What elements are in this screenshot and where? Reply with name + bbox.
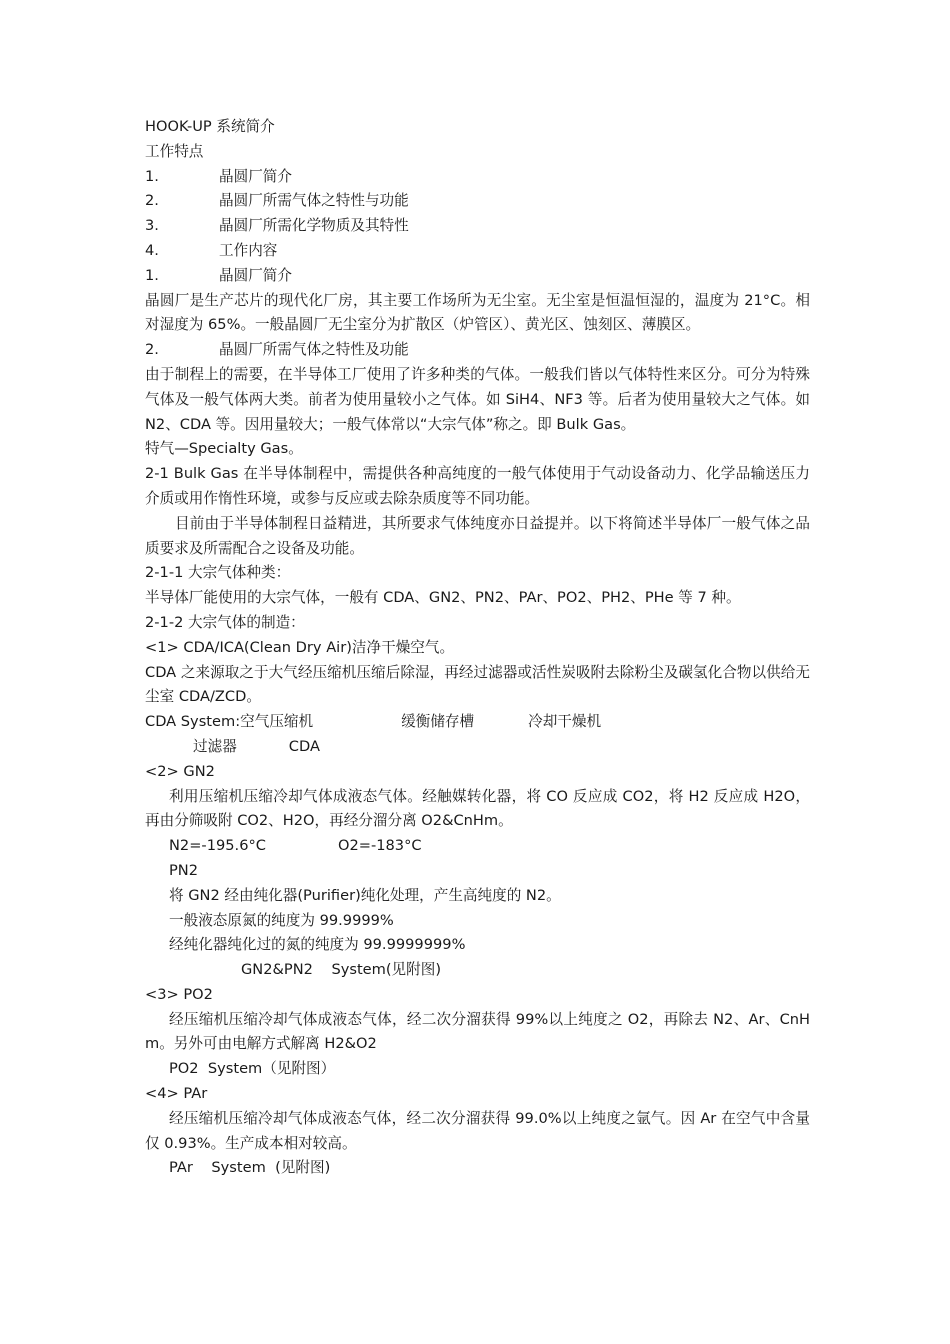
paragraph: 晶圆厂是生产芯片的现代化厂房，其主要工作场所为无尘室。无尘室是恒温恒湿的，温度为 21°C。相对湿度为 65%。一般晶圆厂无尘室分为扩散区（炉管区）、黄光区、蚀刻区、薄膜区。 — [145, 291, 810, 334]
toc-num: 3. — [145, 217, 159, 235]
toc-num: 4. — [145, 241, 159, 259]
section-title: 晶圆厂所需气体之特性及功能 — [219, 341, 409, 359]
toc-text: 晶圆厂所需气体之特性与功能 — [219, 192, 409, 210]
section-heading — [145, 264, 810, 289]
paragraph: 经压缩机压缩冷却气体成液态气体，经二次分溜获得 99.0%以上纯度之氩气。因 Ar 在空气中含量仅 0.93%。生产成本相对较高。 — [145, 1109, 810, 1152]
section-num: 1. — [145, 266, 159, 284]
toc-num: 2. — [145, 192, 159, 210]
item-heading: <2> GN2 — [145, 762, 215, 780]
item-heading: <3> PO2 — [145, 985, 213, 1003]
section-num: 2. — [145, 341, 159, 359]
paragraph: 2-1 Bulk Gas 在半导体制程中，需提供各种高纯度的一般气体使用于气动设备动力、化学品输送压力介质或用作惰性环境，或参与反应或去除杂质度等不同功能。 — [145, 465, 810, 507]
paragraph: 半导体厂能使用的大宗气体，一般有 CDA、GN2、PN2、PAr、PO2、PH2、PHe 等 7 种。 — [145, 589, 741, 607]
flow-step: 缓衡储存槽 — [401, 713, 475, 731]
toc-text: 晶圆厂简介 — [219, 167, 292, 185]
system-ref: PO2 System（见附图） — [169, 1060, 336, 1078]
cda-system-label: CDA System: — [145, 713, 241, 731]
toc-item — [145, 214, 810, 239]
flow-step: 过滤器 — [193, 737, 237, 755]
boiling-points — [145, 834, 810, 859]
paragraph: 利用压缩机压缩冷却气体成液态气体。经触媒转化器，将 CO 反应成 CO2，将 H2 反应成 H2O，再由分筛吸附 CO2、H2O，再经分溜分离 O2&CnHm。 — [145, 787, 810, 830]
subsection-heading: 2-1-2 大宗气体的制造： — [145, 613, 305, 631]
toc-text: 工作内容 — [219, 241, 278, 259]
toc-num: 1. — [145, 167, 159, 185]
paragraph: 一般液态原氮的纯度为 99.9999% — [169, 911, 394, 929]
paragraph: 由于制程上的需要，在半导体工厂使用了许多种类的气体。一般我们皆以气体特性来区分。可分为特殊气体及一般气体两大类。前者为使用量较小之气体。如 SiH4、NF3 等。后者为使用量较大之气体。如 N2、CDA 等。因用量较大；一般气体常以“大宗气体”称之。即 Bulk Gas。 — [145, 365, 810, 433]
paragraph: 经压缩机压缩冷却气体成液态气体，经二次分溜获得 99%以上纯度之 O2，再除去 N2、Ar、CnHm。另外可由电解方式解离 H2&O2 — [145, 1010, 810, 1053]
flow-step: 冷却干燥机 — [528, 713, 602, 731]
cda-flow-row — [145, 710, 810, 735]
paragraph: 将 GN2 经由纯化器(Purifier)纯化处理，产生高纯度的 N2。 — [169, 886, 561, 904]
doc-title: HOOK-UP 系统简介 — [145, 118, 275, 135]
system-ref: PAr System (见附图) — [169, 1159, 331, 1177]
section-heading — [145, 338, 810, 363]
toc-text: 晶圆厂所需化学物质及其特性 — [219, 217, 409, 235]
sub-label: PN2 — [169, 861, 199, 879]
paragraph: 特气—Specialty Gas。 — [145, 440, 303, 458]
bp-o2: O2=-183°C — [337, 837, 422, 855]
subsection-heading: 2-1-1 大宗气体种类： — [145, 564, 291, 582]
item-heading: <1> CDA/ICA(Clean Dry Air)洁净干燥空气。 — [145, 638, 455, 656]
paragraph: 经纯化器纯化过的氮的纯度为 99.9999999% — [169, 936, 466, 954]
paragraph: CDA 之来源取之于大气经压缩机压缩后除湿，再经过滤器或活性炭吸附去除粉尘及碳氢化合物以供给无尘室 CDA/ZCD。 — [145, 663, 810, 706]
doc-subtitle: 工作特点 — [145, 142, 204, 160]
toc-item — [145, 239, 810, 264]
bp-n2: N2=-195.6°C — [169, 837, 266, 855]
cda-flow-row — [145, 735, 810, 760]
flow-step: 空气压缩机 — [240, 713, 314, 731]
document-body — [145, 115, 810, 1181]
section-title: 晶圆厂简介 — [219, 266, 292, 284]
toc-item — [145, 189, 810, 214]
item-heading: <4> PAr — [145, 1085, 208, 1103]
flow-step: CDA — [288, 737, 320, 755]
system-ref: GN2&PN2 System(见附图) — [241, 961, 442, 979]
toc-item — [145, 165, 810, 190]
paragraph: 目前由于半导体制程日益精进，其所要求气体纯度亦日益提并。以下将简述半导体厂一般气体之品质要求及所需配合之设备及功能。 — [145, 514, 810, 557]
